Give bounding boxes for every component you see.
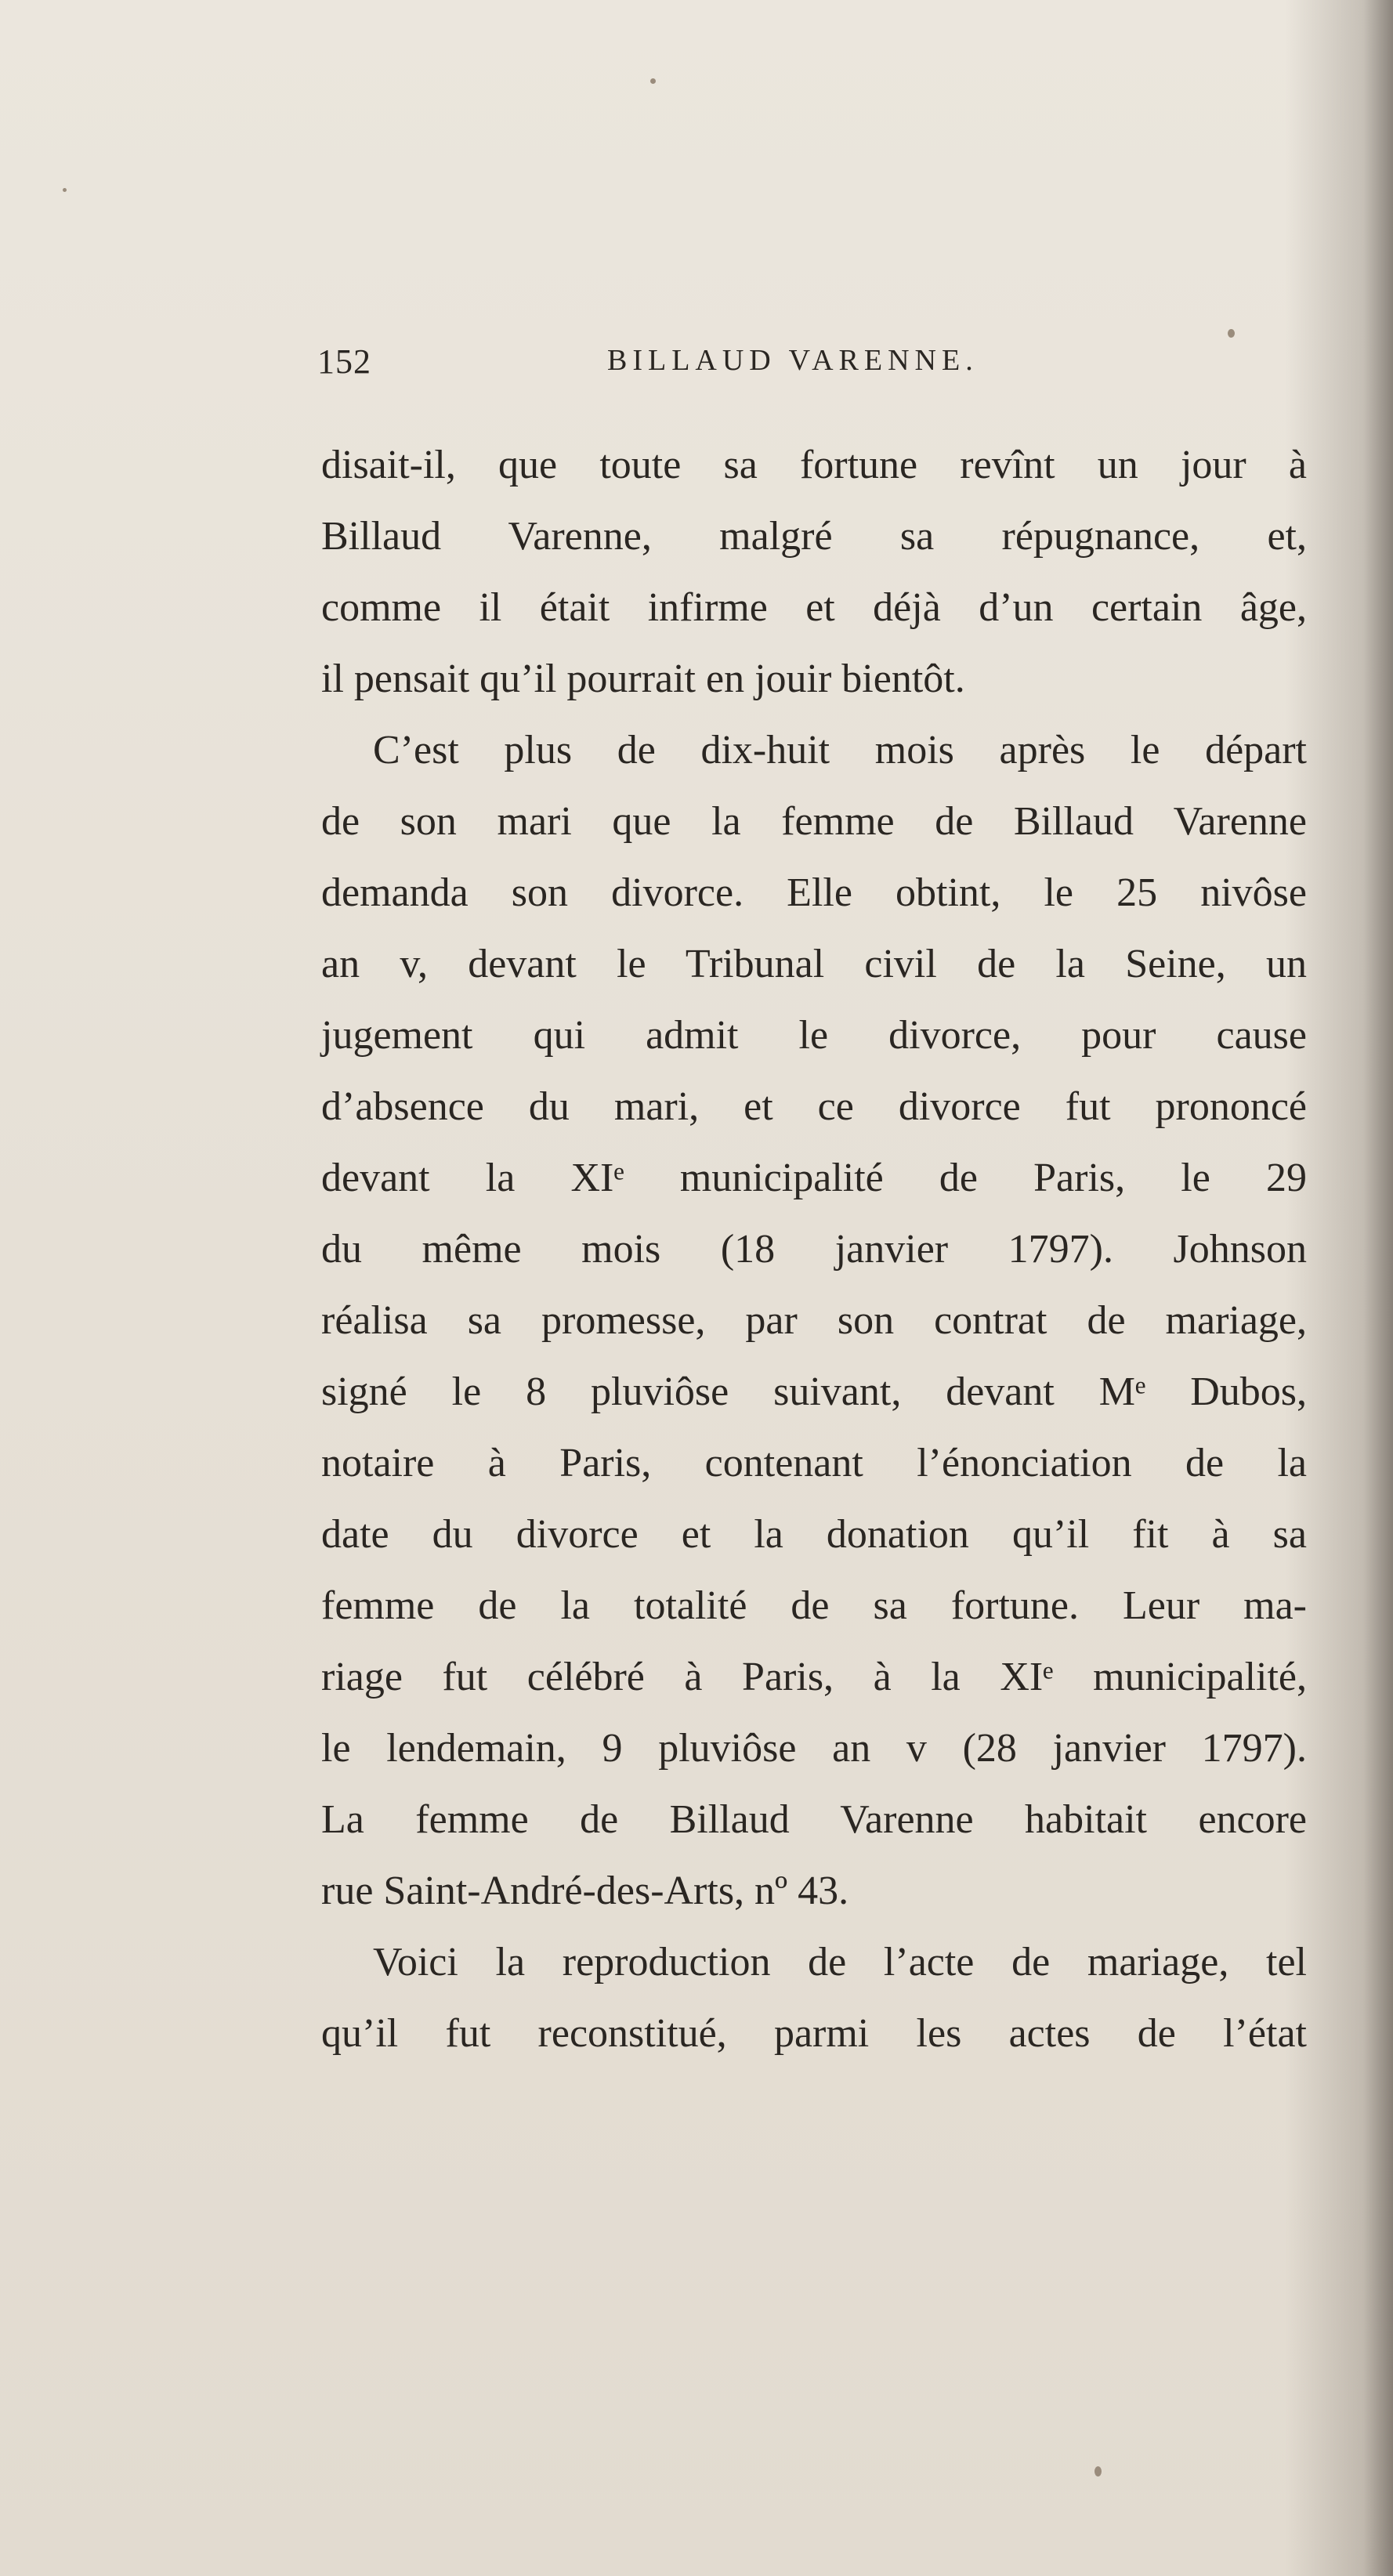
text-line: rue Saint-André-des-Arts, nº 43. xyxy=(321,1869,849,1913)
text-line: Voici la reproduction de l’acte de mariage, tel xyxy=(373,1940,1307,1984)
text-line: demanda son divorce. Elle obtint, le 25 nivôse xyxy=(321,870,1307,915)
body-text xyxy=(321,429,1307,2069)
paper-speck xyxy=(1228,329,1235,338)
text-line: signé le 8 pluviôse suivant, devant Mᵉ Dubos, xyxy=(321,1369,1307,1414)
text-line: notaire à Paris, contenant l’énonciation de la xyxy=(321,1441,1307,1485)
page-number: 152 xyxy=(317,342,371,381)
text-line: comme il était infirme et déjà d’un certain âge, xyxy=(321,585,1307,630)
paper-speck xyxy=(650,78,656,84)
paper-speck xyxy=(63,188,67,192)
text-line: disait-il, que toute sa fortune revînt un jour à xyxy=(321,443,1307,487)
text-line: femme de la totalité de sa fortune. Leur ma- xyxy=(321,1583,1307,1628)
running-head xyxy=(317,342,1306,389)
text-line: le lendemain, 9 pluviôse an v (28 janvier 1797). xyxy=(321,1726,1307,1771)
text-line: d’absence du mari, et ce divorce fut prononcé xyxy=(321,1084,1307,1129)
running-title: BILLAUD VARENNE. xyxy=(607,344,979,377)
text-line: qu’il fut reconstitué, parmi les actes de l’état xyxy=(321,2011,1307,2056)
text-line: jugement qui admit le divorce, pour cause xyxy=(321,1013,1307,1058)
paper-speck xyxy=(1094,2466,1102,2477)
text-line: du même mois (18 janvier 1797). Johnson xyxy=(321,1227,1307,1272)
text-line: il pensait qu’il pourrait en jouir bientôt. xyxy=(321,657,965,701)
text-line: devant la XIᵉ municipalité de Paris, le 29 xyxy=(321,1156,1307,1200)
text-line: C’est plus de dix-huit mois après le départ xyxy=(373,728,1307,772)
text-line: riage fut célébré à Paris, à la XIᵉ municipalité, xyxy=(321,1655,1307,1699)
text-line: date du divorce et la donation qu’il fit à sa xyxy=(321,1512,1307,1557)
text-line: Billaud Varenne, malgré sa répugnance, et, xyxy=(321,514,1307,559)
text-line: réalisa sa promesse, par son contrat de mariage, xyxy=(321,1298,1307,1343)
text-line: an v, devant le Tribunal civil de la Seine, un xyxy=(321,942,1307,986)
text-line: La femme de Billaud Varenne habitait encore xyxy=(321,1797,1307,1842)
text-line: de son mari que la femme de Billaud Varenne xyxy=(321,799,1307,844)
